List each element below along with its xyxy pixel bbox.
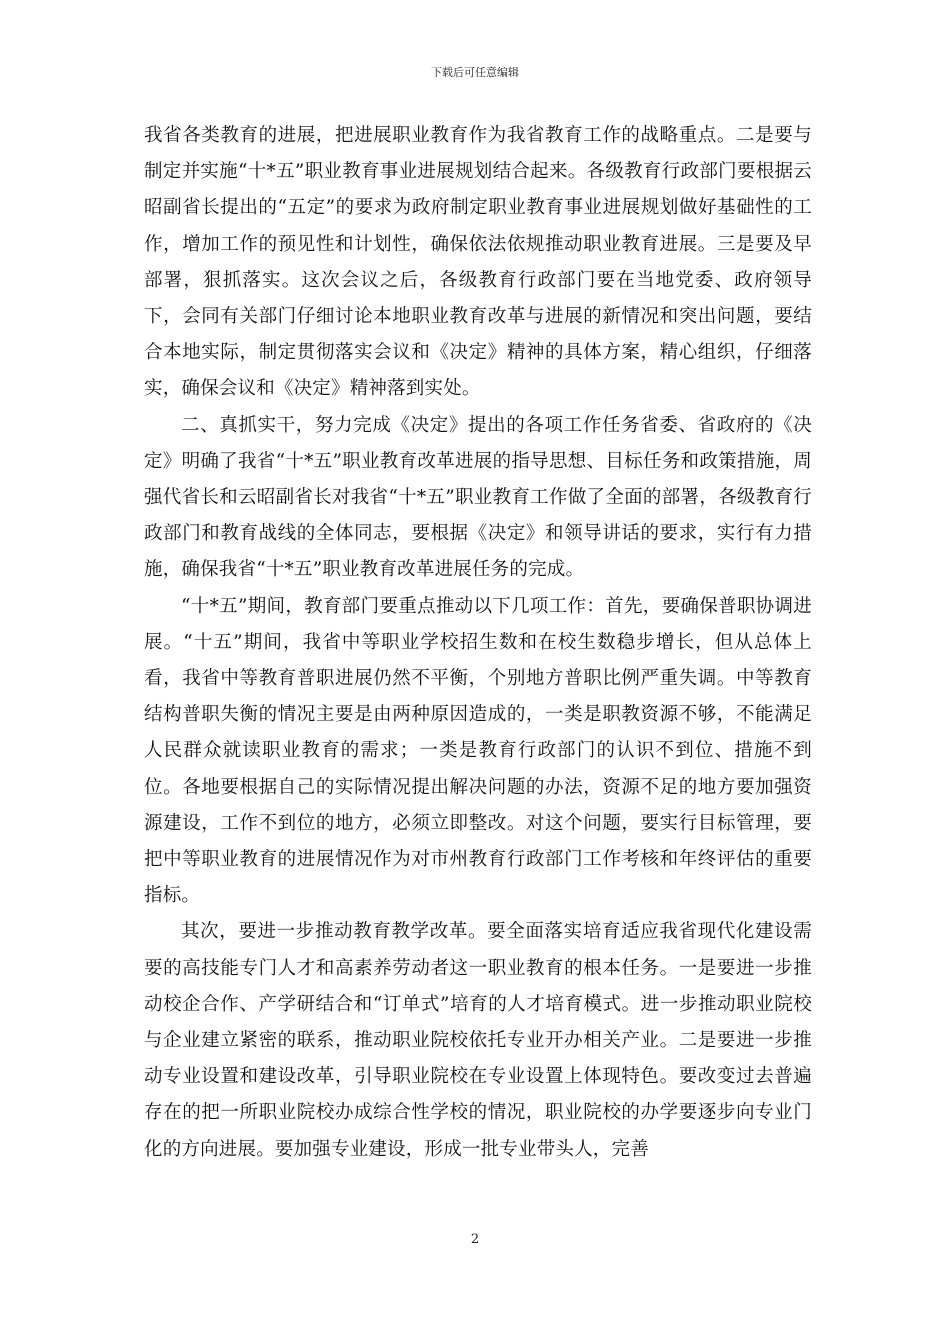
document-body <box>144 118 812 1168</box>
page-header: 下载后可任意编辑 <box>431 66 519 79</box>
paragraph-first-task: “十*五”期间，教育部门要重点推动以下几项工作：首先，要确保普职协调进展。“十五”期间，我省中等职业学校招生数和在校生数稳步增长，但从总体上看，我省中等教育普职进展仍然不平衡，个别地方普职比例严重失调。中等教育结构普职失衡的情况主要是由两种原因造成的，一类是职教资源不够，不能满足人民群众就读职业教育的需求；一类是教育行政部门的认识不到位、措施不到位。各地要根据自己的实际情况提出解决问题的办法，资源不足的地方要加强资源建设，工作不到位的地方，必须立即整改。对这个问题，要实行目标管理，要把中等职业教育的进展情况作为对市州教育行政部门工作考核和年终评估的重要指标。 <box>144 595 812 907</box>
paragraph-section-two: 二、真抓实干，努力完成《决定》提出的各项工作任务省委、省政府的《决定》明确了我省“十*五”职业教育改革进展的指导思想、目标任务和政策措施，周强代省长和云昭副省长对我省“十*五”职业教育工作做了全面的部署，各级教育行政部门和教育战线的全体同志，要根据《决定》和领导讲话的要求，实行有力措施，确保我省“十*五”职业教育改革进展任务的完成。 <box>144 414 812 581</box>
paragraph-continuation: 我省各类教育的进展，把进展职业教育作为我省教育工作的战略重点。二是要与制定并实施“十*五”职业教育事业进展规划结合起来。各级教育行政部门要根据云昭副省长提出的“五定”的要求为政府制定职业教育事业进展规划做好基础性的工作，增加工作的预见性和计划性，确保依法依规推动职业教育进展。三是要及早部署，狠抓落实。这次会议之后，各级教育行政部门要在当地党委、政府领导下，会同有关部门仔细讨论本地职业教育改革与进展的新情况和突出问题，要结合本地实际，制定贯彻落实会议和《决定》精神的具体方案，精心组织，仔细落实，确保会议和《决定》精神落到实处。 <box>144 125 812 400</box>
paragraph-second-task: 其次，要进一步推动教育教学改革。要全面落实培育适应我省现代化建设需要的高技能专门人才和高素养劳动者这一职业教育的根本任务。一是要进一步推动校企合作、产学研结合和“订单式”培育的人才培育模式。进一步推动职业院校与企业建立紧密的联系，推动职业院校依托专业开办相关产业。二是要进一步推动专业设置和建设改革，引导职业院校在专业设置上体现特色。要改变过去普遍存在的把一所职业院校办成综合性学校的情况，职业院校的办学要逐步向专业门化的方向进展。要加强专业建设，形成一批专业带头人，完善 <box>144 921 812 1160</box>
page-number: 2 <box>470 1232 480 1247</box>
